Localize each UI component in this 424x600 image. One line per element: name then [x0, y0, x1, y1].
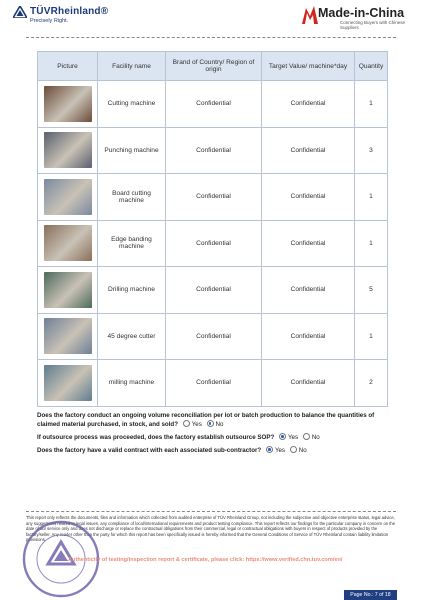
brand-origin: Confidential	[166, 174, 262, 221]
quantity: 1	[355, 81, 388, 128]
mic-m-icon	[302, 6, 318, 24]
radio-no-label: No	[298, 447, 307, 454]
radio-yes[interactable]	[183, 420, 190, 427]
facility-picture-cell	[38, 267, 98, 314]
facility-picture-cell	[38, 313, 98, 360]
questions-section	[37, 411, 387, 455]
target-value: Confidential	[262, 81, 355, 128]
facility-name: Cutting machine	[98, 81, 166, 128]
brand-origin: Confidential	[166, 220, 262, 267]
brand-origin: Confidential	[166, 313, 262, 360]
question-outsource-sop	[37, 433, 387, 442]
target-value: Confidential	[262, 360, 355, 407]
radio-yes-label: Yes	[191, 421, 202, 428]
brand-origin: Confidential	[166, 360, 262, 407]
target-value: Confidential	[262, 267, 355, 314]
radio-no[interactable]	[303, 433, 310, 440]
target-value: Confidential	[262, 127, 355, 174]
table-row	[38, 267, 388, 314]
facility-picture-cell	[38, 81, 98, 128]
facility-picture-cell	[38, 360, 98, 407]
made-in-china-logo	[302, 6, 414, 30]
header-quantity: Quantity	[355, 52, 388, 81]
facility-photo	[44, 132, 92, 168]
table-row	[38, 81, 388, 128]
tuv-slogan: Precisely Right.	[30, 18, 69, 24]
facility-name: milling machine	[98, 360, 166, 407]
radio-no-label: No	[311, 434, 320, 441]
question-subcontractor	[37, 446, 387, 455]
facility-picture-cell	[38, 220, 98, 267]
page-header	[0, 0, 424, 38]
question-text: Does the factory conduct an ongoing volume reconciliation per lot or batch production to balance the quantities of claimed material purchased, in stock, and sold?	[37, 412, 375, 428]
table-row	[38, 360, 388, 407]
verification-link[interactable]: Authenticity of testing/inspection report & certificate, please click: https://www.verified.chn.tuv.com/en/	[68, 557, 343, 563]
facility-photo	[44, 86, 92, 122]
header-brand-origin: Brand of Country/ Region of origin	[166, 52, 262, 81]
tuv-triangle-icon	[13, 6, 27, 18]
mic-slogan: Connecting Buyers with Chinese Suppliers	[340, 20, 406, 30]
facility-photo	[44, 272, 92, 308]
radio-no[interactable]	[207, 420, 214, 427]
header-divider	[26, 37, 396, 38]
disclaimer-text: This report only reflects the documents, files and information which collected from audited enterprise of TÜV Rheinland Group, not including the subjective and objective enterprise status, legal advice, any suggestions related to legal issues, any compliance of local/international requirements and product testing compliance. This report reflects our findings for the particular company in concern on the date of our service only and does not discharge or replace the contractual obligations from their commercial, legal or contractual obligations with buyers in respect of products provided by the factory/seller. Any reader other than the party for which this report has been specifically issued is hereby informed that the General Conditions of Service of TÜV Rheinland contain liability limitation provisions.	[26, 515, 396, 543]
facility-name: Edge banding machine	[98, 220, 166, 267]
radio-yes[interactable]	[266, 446, 273, 453]
facility-name: 45 degree cutter	[98, 313, 166, 360]
facility-photo	[44, 365, 92, 401]
table-row	[38, 313, 388, 360]
quantity: 1	[355, 220, 388, 267]
facility-name: Drilling machine	[98, 267, 166, 314]
target-value: Confidential	[262, 220, 355, 267]
target-value: Confidential	[262, 313, 355, 360]
radio-yes[interactable]	[279, 433, 286, 440]
footer-divider	[26, 511, 396, 512]
radio-yes-label: Yes	[288, 434, 299, 441]
brand-origin: Confidential	[166, 267, 262, 314]
radio-no-label: No	[215, 421, 224, 428]
page-number: Page No.: 7 of 18	[344, 590, 397, 600]
quantity: 1	[355, 313, 388, 360]
facility-photo	[44, 225, 92, 261]
header-facility-name: Facility name	[98, 52, 166, 81]
facility-name: Punching machine	[98, 127, 166, 174]
header-target-value: Target Value/ machine*day	[262, 52, 355, 81]
facility-name: Board cutting machine	[98, 174, 166, 221]
facility-photo	[44, 318, 92, 354]
table-header-row	[38, 52, 388, 81]
facility-picture-cell	[38, 174, 98, 221]
table-row	[38, 220, 388, 267]
mic-name: Made-in-China	[318, 6, 405, 20]
quantity: 5	[355, 267, 388, 314]
facility-table	[37, 51, 388, 407]
target-value: Confidential	[262, 174, 355, 221]
quantity: 1	[355, 174, 388, 221]
facility-picture-cell	[38, 127, 98, 174]
question-text: Does the factory have a valid contract with each associated sub-contractor?	[37, 447, 262, 454]
header-picture: Picture	[38, 52, 98, 81]
brand-origin: Confidential	[166, 127, 262, 174]
radio-yes-label: Yes	[274, 447, 286, 454]
facility-photo	[44, 179, 92, 215]
radio-no[interactable]	[290, 446, 297, 453]
tuv-name: TÜVRheinland®	[30, 6, 109, 17]
table-row	[38, 174, 388, 221]
brand-origin: Confidential	[166, 81, 262, 128]
quantity: 3	[355, 127, 388, 174]
question-text: If outsource process was proceeded, does the factory establish outsource SOP?	[37, 434, 275, 441]
tuv-logo	[14, 6, 108, 24]
quantity: 2	[355, 360, 388, 407]
table-row	[38, 127, 388, 174]
question-reconciliation	[37, 411, 387, 429]
